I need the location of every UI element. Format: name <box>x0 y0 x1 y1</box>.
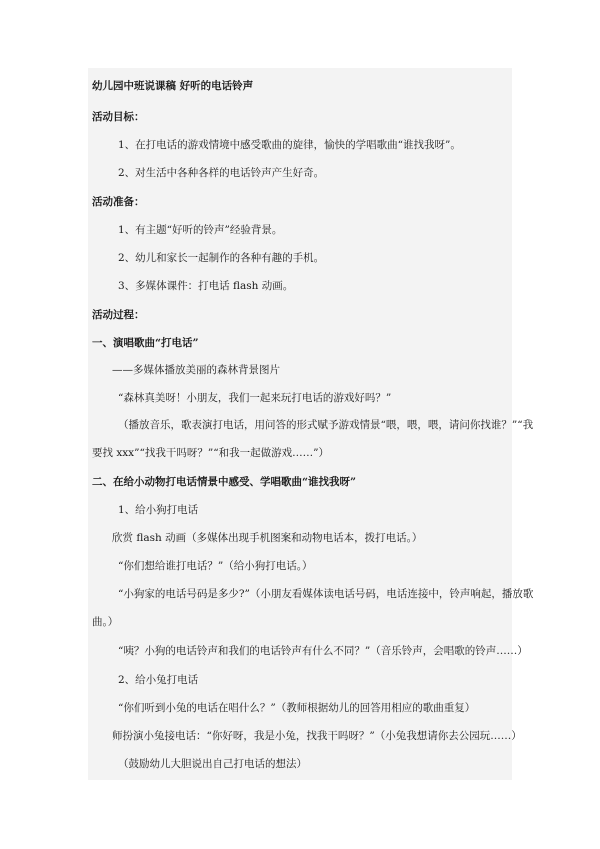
part2-line-1: 1、给小狗打电话 <box>118 504 199 516</box>
prep-item-2: 2、幼儿和家长一起制作的各种有趣的手机。 <box>118 252 325 264</box>
part1-line-2: “森林真美呀！小朋友，我们一起来玩打电话的游戏好吗？” <box>118 392 392 404</box>
document-title: 幼儿园中班说课稿 好听的电话铃声 <box>92 80 254 92</box>
part1-heading: 一、演唱歌曲“打电话” <box>92 337 199 349</box>
part1-line-4: 要找 xxx”“找我干吗呀？”“和我一起做游戏……”） <box>92 447 329 459</box>
part2-line-6: “咦？小狗的电话铃声和我们的电话铃声有什么不同？”（音乐铃声，会唱歌的铃声……） <box>118 645 528 657</box>
part2-line-10: （鼓励幼儿大胆说出自己打电话的想法） <box>118 758 307 770</box>
part2-line-5: 曲。） <box>92 616 119 628</box>
prep-heading: 活动准备： <box>92 196 145 208</box>
goal-item-2: 2、对生活中各种各样的电话铃声产生好奇。 <box>118 167 325 179</box>
part2-line-7: 2、给小兔打电话 <box>118 674 199 686</box>
part1-line-3: （播放音乐，歌表演打电话，用问答的形式赋予游戏情景“喂，喂，喂，请问你找谁？”“我 <box>118 419 534 431</box>
prep-item-1: 1、有主题“好听的铃声”经验背景。 <box>118 224 283 236</box>
part2-line-2: 欣赏 flash 动画（多媒体出现手机图案和动物电话本，拨打电话。） <box>112 532 423 544</box>
document-page <box>88 68 534 780</box>
prep-item-3: 3、多媒体课件：打电话 flash 动画。 <box>118 280 294 292</box>
part1-line-1: ——多媒体播放美丽的森林背景图片 <box>112 364 280 376</box>
part2-line-9: 师扮演小兔接电话：“你好呀，我是小兔，找我干吗呀？”（小兔我想请你去公园玩……） <box>112 730 522 742</box>
goals-heading: 活动目标： <box>92 111 145 123</box>
process-heading: 活动过程： <box>92 309 145 321</box>
part2-line-8: “你们听到小兔的电话在唱什么？”（教师根据幼儿的回答用相应的歌曲重复） <box>118 702 476 714</box>
part2-line-4: “小狗家的电话号码是多少?”（小朋友看媒体读电话号码，电话连接中，铃声响起，播放歌 <box>118 588 534 600</box>
part2-line-3: “你们想给谁打电话？”（给小狗打电话。） <box>118 560 313 572</box>
part2-heading: 二、在给小动物打电话情景中感受、学唱歌曲“谁找我呀” <box>92 476 357 488</box>
goal-item-1: 1、在打电话的游戏情境中感受歌曲的旋律，愉快的学唱歌曲“谁找我呀”。 <box>118 139 461 151</box>
